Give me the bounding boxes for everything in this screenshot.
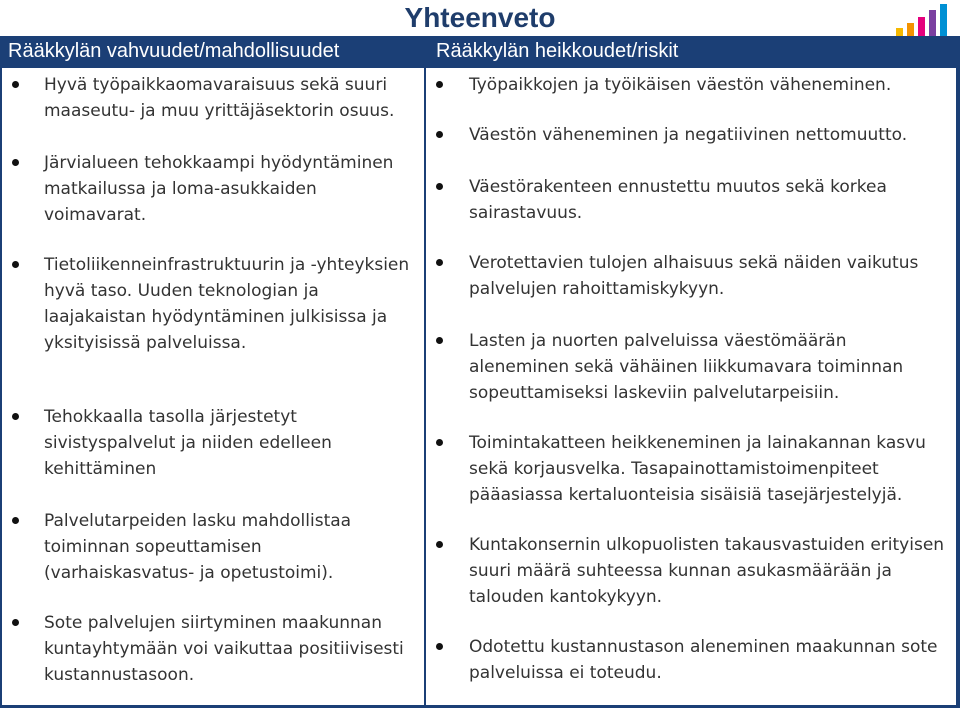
bullet-icon [436,643,443,650]
bullet-icon [12,619,19,626]
bullet-icon [436,81,443,88]
bullet-icon [12,261,19,268]
bullet-icon [436,183,443,190]
table-header-row [0,36,960,66]
bullet-icon [436,259,443,266]
strength-text: Hyvä työpaikkaomavaraisuus sekä suuri maaseutu- ja muu yrittäjäsektorin osuus. [44,75,395,121]
strengths-column [0,68,426,705]
summary-table-body [0,66,960,708]
bullet-icon [436,131,443,138]
bullet-icon [436,541,443,548]
weakness-text: Verotettavien tulojen alhaisuus sekä näiden vaikutus palvelujen rahoittamiskykyyn. [469,253,919,299]
bullet-icon [436,439,443,446]
page-title: Yhteenveto [404,2,556,33]
strength-text: Palvelutarpeiden lasku mahdollistaa toiminnan sopeuttamisen (varhaiskasvatus- ja opetustoimi). [44,511,352,583]
strength-text: Tietoliikenneinfrastruktuurin ja -yhteyksien hyvä taso. Uuden teknologian ja laajakaistan hyödyntäminen julkisissa ja yksityisissä palveluissa. [44,255,410,353]
weakness-text: Kuntakonsernin ulkopuolisten takausvastuiden erityisen suuri määrä suhteessa kunnan asukasmäärään ja talouden kantokykyyn. [469,535,945,607]
bullet-icon [12,517,19,524]
weaknesses-header: Rääkkylän heikkoudet/riskit [436,40,679,62]
weakness-text: Työpaikkojen ja työikäisen väestön väheneminen. [469,75,892,95]
weakness-text: Lasten ja nuorten palveluissa väestömäärän aleneminen sekä vähäinen liikkumavara toiminnan sopeuttamiseksi laskeviin palvelutarpeisiin. [469,331,904,403]
strength-text: Järvialueen tehokkaampi hyödyntäminen matkailussa ja loma-asukkaiden voimavarat. [44,153,394,225]
bullet-icon [12,413,19,420]
weakness-text: Toimintakatteen heikkeneminen ja lainakannan kasvu sekä korjausvelka. Tasapainottamistoimenpiteet pääasiassa kertaluonteisia sisäisiä tasejärjestelyjä. [469,433,926,505]
strengths-header: Rääkkylän vahvuudet/mahdollisuudet [8,40,340,62]
bar-chart-logo-icon [894,2,954,36]
weakness-text: Väestön väheneminen ja negatiivinen nettomuutto. [469,125,908,145]
weakness-text: Väestörakenteen ennustettu muutos sekä korkea sairastavuus. [469,177,887,223]
strength-text: Tehokkaalla tasolla järjestetyt sivistyspalvelut ja niiden edelleen kehittäminen [44,407,332,479]
weakness-text: Odotettu kustannustason aleneminen maakunnan sote palveluissa ei toteudu. [469,637,938,683]
bullet-icon [436,337,443,344]
strength-text: Sote palvelujen siirtyminen maakunnan kuntayhtymään voi vaikuttaa positiivisesti kustannustasoon. [44,613,404,685]
bullet-icon [12,159,19,166]
bullet-icon [12,81,19,88]
weaknesses-column [426,68,960,705]
